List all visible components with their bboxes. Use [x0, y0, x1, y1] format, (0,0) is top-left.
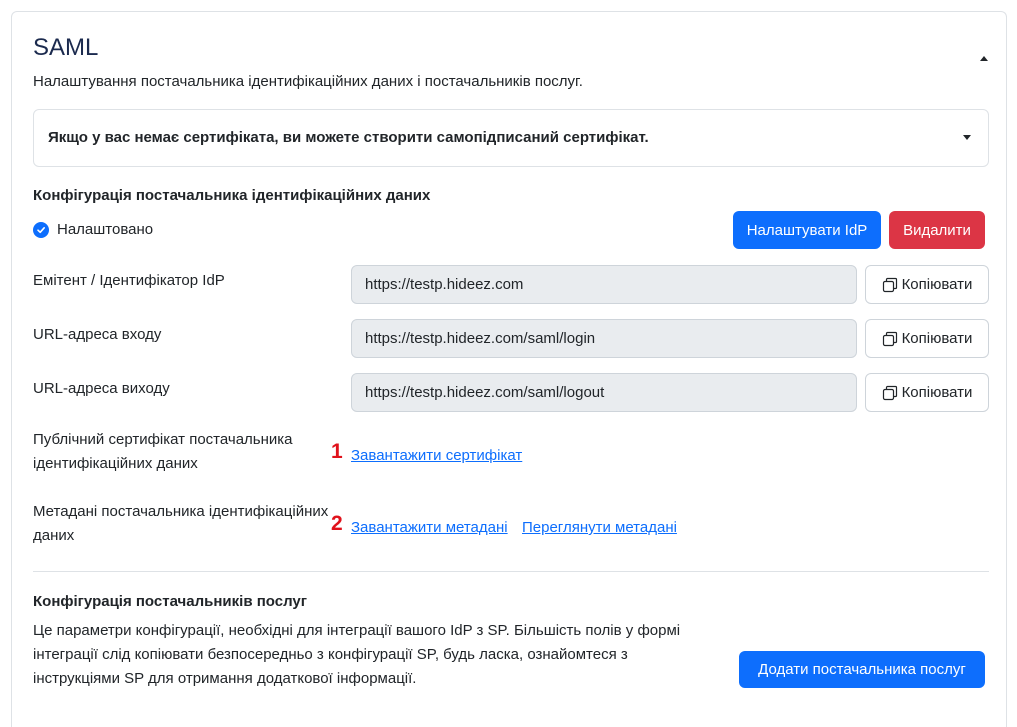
- configure-idp-button[interactable]: Налаштувати IdP: [733, 211, 881, 249]
- collapse-caret-icon[interactable]: [980, 56, 988, 61]
- issuer-field[interactable]: https://testp.hideez.com: [351, 265, 857, 304]
- login-url-label: URL-адреса входу: [33, 326, 162, 343]
- logout-url-label: URL-адреса виходу: [33, 380, 170, 397]
- copy-label: Копіювати: [901, 276, 973, 293]
- copy-icon: [882, 385, 898, 401]
- certificate-accordion[interactable]: [33, 109, 989, 167]
- copy-label: Копіювати: [901, 384, 973, 401]
- copy-login-url-button[interactable]: [865, 319, 989, 358]
- page-subtitle: Налаштування постачальника ідентифікаційних даних і постачальників послуг.: [33, 73, 583, 90]
- sp-description: [33, 619, 733, 691]
- metadata-label: [33, 500, 328, 548]
- idp-section-heading: Конфігурація постачальника ідентифікаційних даних: [33, 187, 431, 204]
- status-text: Налаштовано: [57, 221, 154, 238]
- certificate-label-line1: Публічний сертифікат постачальника: [33, 431, 293, 448]
- download-certificate-link[interactable]: Завантажити сертифікат: [351, 447, 523, 464]
- copy-icon: [882, 277, 898, 293]
- login-url-field[interactable]: https://testp.hideez.com/saml/login: [351, 319, 857, 358]
- sp-description-line2: інтеграції слід копіювати безпосередньо з конфігурації SP, будь ласка, ознайомтеся з: [33, 646, 628, 663]
- copy-issuer-button[interactable]: [865, 265, 989, 304]
- sp-description-line1: Це параметри конфігурації, необхідні для інтеграції вашого IdP з SP. Більшість полів у формі: [33, 622, 681, 639]
- issuer-label: Емітент / Ідентифікатор IdP: [33, 272, 225, 289]
- logout-url-field[interactable]: https://testp.hideez.com/saml/logout: [351, 373, 857, 412]
- certificate-label-line2: ідентифікаційних даних: [33, 455, 198, 472]
- accordion-title: Якщо у вас немає сертифіката, ви можете створити самопідписаний сертифікат.: [48, 129, 649, 146]
- sp-description-line3: інструкціями SP для отримання додаткової інформації.: [33, 670, 417, 687]
- idp-status: [33, 221, 153, 238]
- metadata-label-line2: даних: [33, 527, 75, 544]
- delete-idp-button[interactable]: Видалити: [889, 211, 985, 249]
- certificate-label: [33, 428, 293, 476]
- section-divider: [33, 571, 989, 572]
- saml-card: [11, 11, 1007, 727]
- page-title: SAML: [33, 34, 99, 61]
- check-circle-icon: [33, 222, 49, 238]
- annotation-marker-2: 2: [331, 512, 343, 535]
- copy-label: Копіювати: [901, 330, 973, 347]
- chevron-down-icon: [963, 135, 971, 140]
- download-metadata-link[interactable]: Завантажити метадані: [351, 519, 508, 536]
- add-service-provider-button[interactable]: Додати постачальника послуг: [739, 651, 985, 688]
- sp-section-heading: Конфігурація постачальників послуг: [33, 593, 307, 610]
- copy-icon: [882, 331, 898, 347]
- metadata-label-line1: Метадані постачальника ідентифікаційних: [33, 503, 329, 520]
- view-metadata-link[interactable]: Переглянути метадані: [522, 519, 677, 536]
- copy-logout-url-button[interactable]: [865, 373, 989, 412]
- annotation-marker-1: 1: [331, 440, 343, 463]
